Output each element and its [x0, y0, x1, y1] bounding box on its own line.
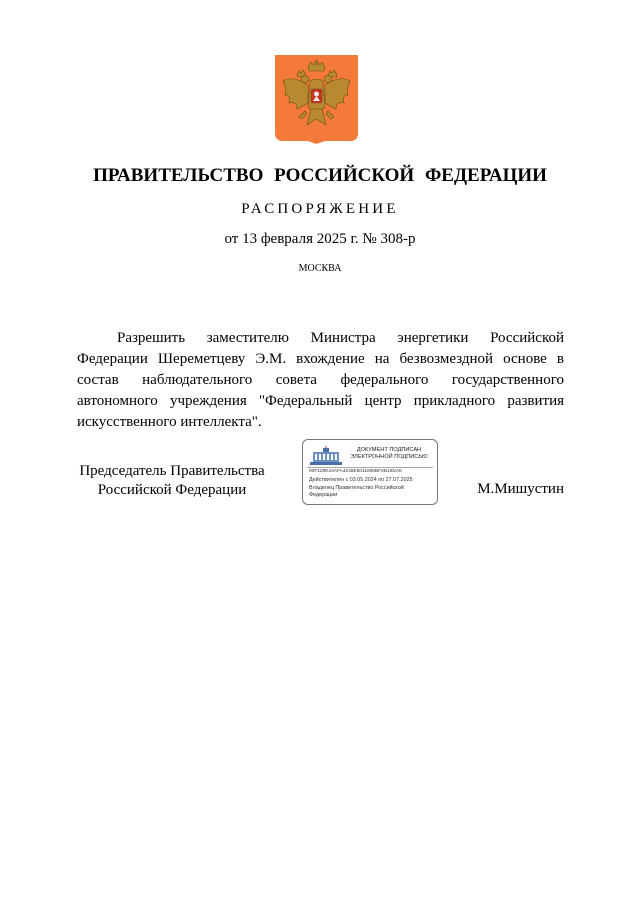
electronic-signature-stamp — [302, 439, 438, 505]
signer-title-line-1: Председатель Правительства — [79, 463, 265, 479]
stamp-certificate-serial: 00F129K24AFA4248E5011890BF2B16DA8 — [309, 469, 402, 474]
stamp-heading-line-2: ЭЛЕКТРОННОЙ ПОДПИСЬЮ — [350, 454, 428, 460]
document-city: МОСКВА — [298, 263, 342, 274]
stamp-heading-line-1: ДОКУМЕНТ ПОДПИСАН — [356, 447, 422, 453]
stamp-divider — [307, 467, 433, 468]
government-building-icon — [309, 446, 343, 466]
russian-coat-of-arms-icon — [275, 55, 358, 144]
order-body-text: Разрешить заместителю Министра энергетики Российской Федерации Шереметцеву Э.М. вхождение на безвозмездной основе в состав наблюдательного совета федерального государственного автономного учреждения "Федеральный центр прикладного развития искусственного интеллекта". — [77, 330, 564, 430]
stamp-validity: Действителен с 03.05.2024 по 27.07.2025 — [309, 477, 413, 483]
stamp-heading — [343, 447, 435, 461]
signer-title — [77, 462, 267, 500]
document-date-number: от 13 февраля 2025 г. № 308-р — [224, 231, 416, 247]
stamp-owner: Владелец Правительство Российской Федерации — [309, 485, 404, 498]
signer-name: М.Мишустин — [477, 481, 564, 497]
government-title: ПРАВИТЕЛЬСТВО РОССИЙСКОЙ ФЕДЕРАЦИИ — [93, 165, 547, 186]
document-type: РАСПОРЯЖЕНИЕ — [241, 201, 399, 217]
signer-title-line-2: Российской Федерации — [97, 482, 247, 498]
